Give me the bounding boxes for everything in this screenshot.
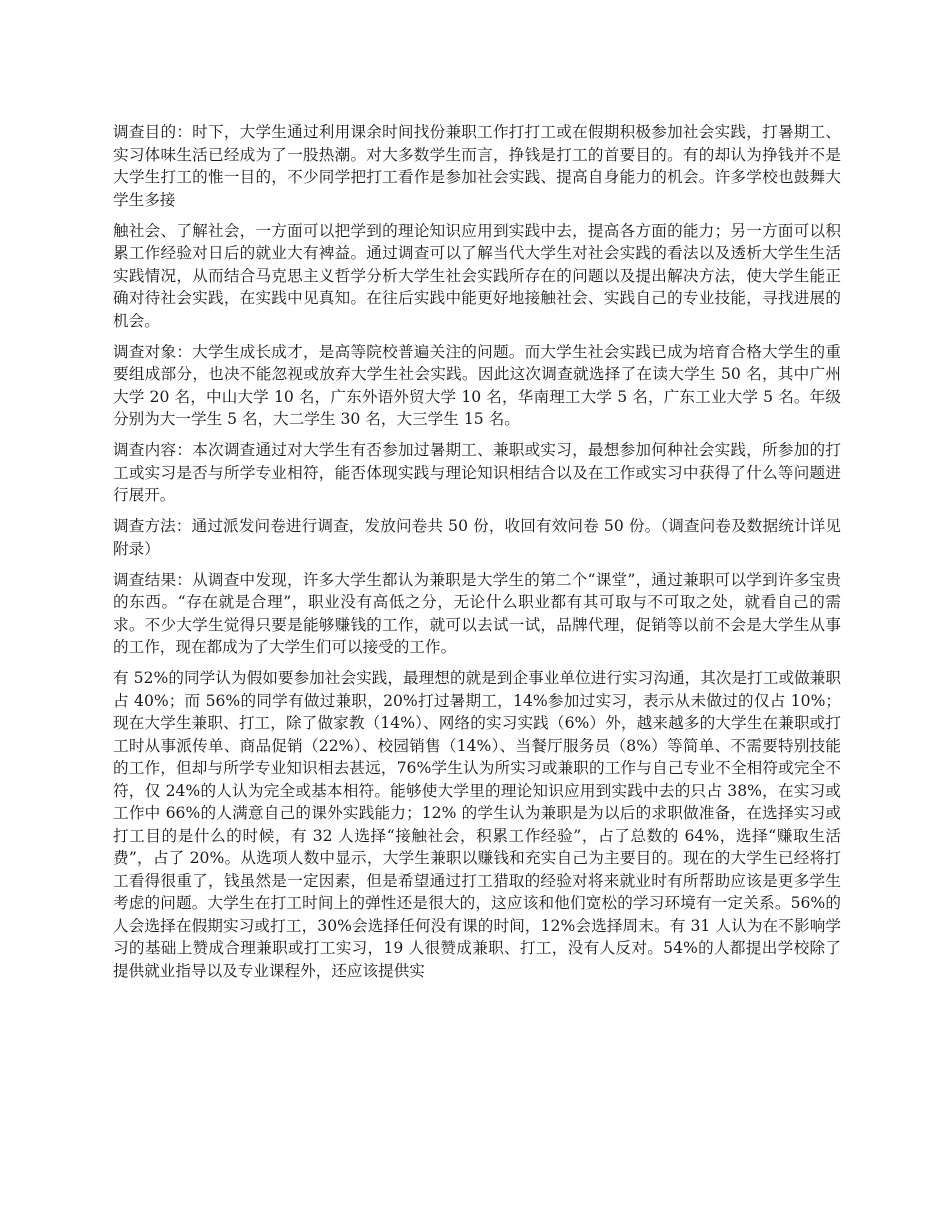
paragraph-content: 调查内容：本次调查通过对大学生有否参加过暑期工、兼职或实习，最想参加何种社会实践，所参加的打工或实习是否与所学专业相符，能否体现实践与理论知识相结合以及在工作或实习中获得了什么等问题进行展开。	[113, 441, 841, 504]
paragraph-purpose-continued: 触社会、了解社会，一方面可以把学到的理论知识应用到实践中去，提高各方面的能力；另一方面可以积累工作经验对日后的就业大有裨益。通过调查可以了解当代大学生对社会实践的看法以及透析大学生生活实践情况，从而结合马克思主义哲学分析大学生社会实践所存在的问题以及提出解决方法，使大学生能正确对待社会实践，在实践中见真知。在往后实践中能更好地接触社会、实践自己的专业技能，寻找进展的机会。	[113, 221, 841, 330]
paragraph-purpose: 调查目的：时下，大学生通过利用课余时间找份兼职工作打打工或在假期积极参加社会实践，打暑期工、实习体味生活已经成为了一股热潮。对大多数学生而言，挣钱是打工的首要目的。有的却认为挣钱并不是大学生打工的惟一目的，不少同学把打工看作是参加社会实践、提高自身能力的机会。许多学校也鼓舞大学生多接	[113, 123, 841, 209]
paragraph-subjects: 调查对象：大学生成长成才，是高等院校普遍关注的问题。而大学生社会实践已成为培育合格大学生的重要组成部分，也决不能忽视或放弃大学生社会实践。因此这次调查就选择了在读大学生 50 名，其中广州大学 20 名，中山大学 10 名，广东外语外贸大学 10 名，华南理工大学 5 名，广东工业大学 5 名。年级分别为大一学生 5 名，大二学生 30 名，大三学生 15 名。	[113, 342, 841, 428]
paragraph-method: 调查方法：通过派发问卷进行调查，发放问卷共 50 份，收回有效问卷 50 份。（调查问卷及数据统计详见附录）	[113, 517, 841, 558]
document-body	[113, 121, 841, 991]
paragraph-results: 调查结果：从调查中发现，许多大学生都认为兼职是大学生的第二个“课堂”，通过兼职可以学到许多宝贵的东西。“存在就是合理”，职业没有高低之分，无论什么职业都有其可取与不可取之处，就看自己的需求。不少大学生觉得只要是能够赚钱的工作，就可以去试一试，品牌代理，促销等以前不会是大学生从事的工作，现在都成为了大学生们可以接受的工作。	[113, 570, 841, 656]
paragraph-statistics: 有 52%的同学认为假如要参加社会实践，最理想的就是到企事业单位进行实习沟通，其次是打工或做兼职占 40%；而 56%的同学有做过兼职，20%打过暑期工，14%参加过实习，表示从未做过的仅占 10%；现在大学生兼职、打工，除了做家教（14%）、网络的实习实践（6%）外，越来越多的大学生在兼职或打工时从事派传单、商品促销（22%）、校园销售（14%）、当餐厅服务员（8%）等简单、不需要特别技能的工作，但却与所学专业知识相去甚远，76%学生认为所实习或兼职的工作与自己专业不全相符或完全不符，仅 24%的人认为完全或基本相符。能够使大学里的理论知识应用到实践中去的只占 38%，在实习或工作中 66%的人满意自己的课外实践能力；12% 的学生认为兼职是为以后的求职做准备，在选择实习或打工目的是什么的时候，有 32 人选择“接触社会，积累工作经验”，占了总数的 64%，选择“赚取生活费”，占了 20%。从选项人数中显示，大学生兼职以赚钱和充实自己为主要目的。现在的大学生已经将打工看得很重了，钱虽然是一定因素，但是希望通过打工猎取的经验对将来就业时有所帮助应该是更多学生考虑的问题。大学生在打工时间上的弹性还是很大的，这应该和他们宽松的学习环境有一定关系。56%的人会选择在假期实习或打工，30%会选择任何没有课的时间，12%会选择周末。有 31 人认为在不影响学习的基础上赞成合理兼职或打工实习，19 人很赞成兼职、打工，没有人反对。54%的人都提出学校除了提供就业指导以及专业课程外，还应该提供实	[113, 669, 841, 980]
